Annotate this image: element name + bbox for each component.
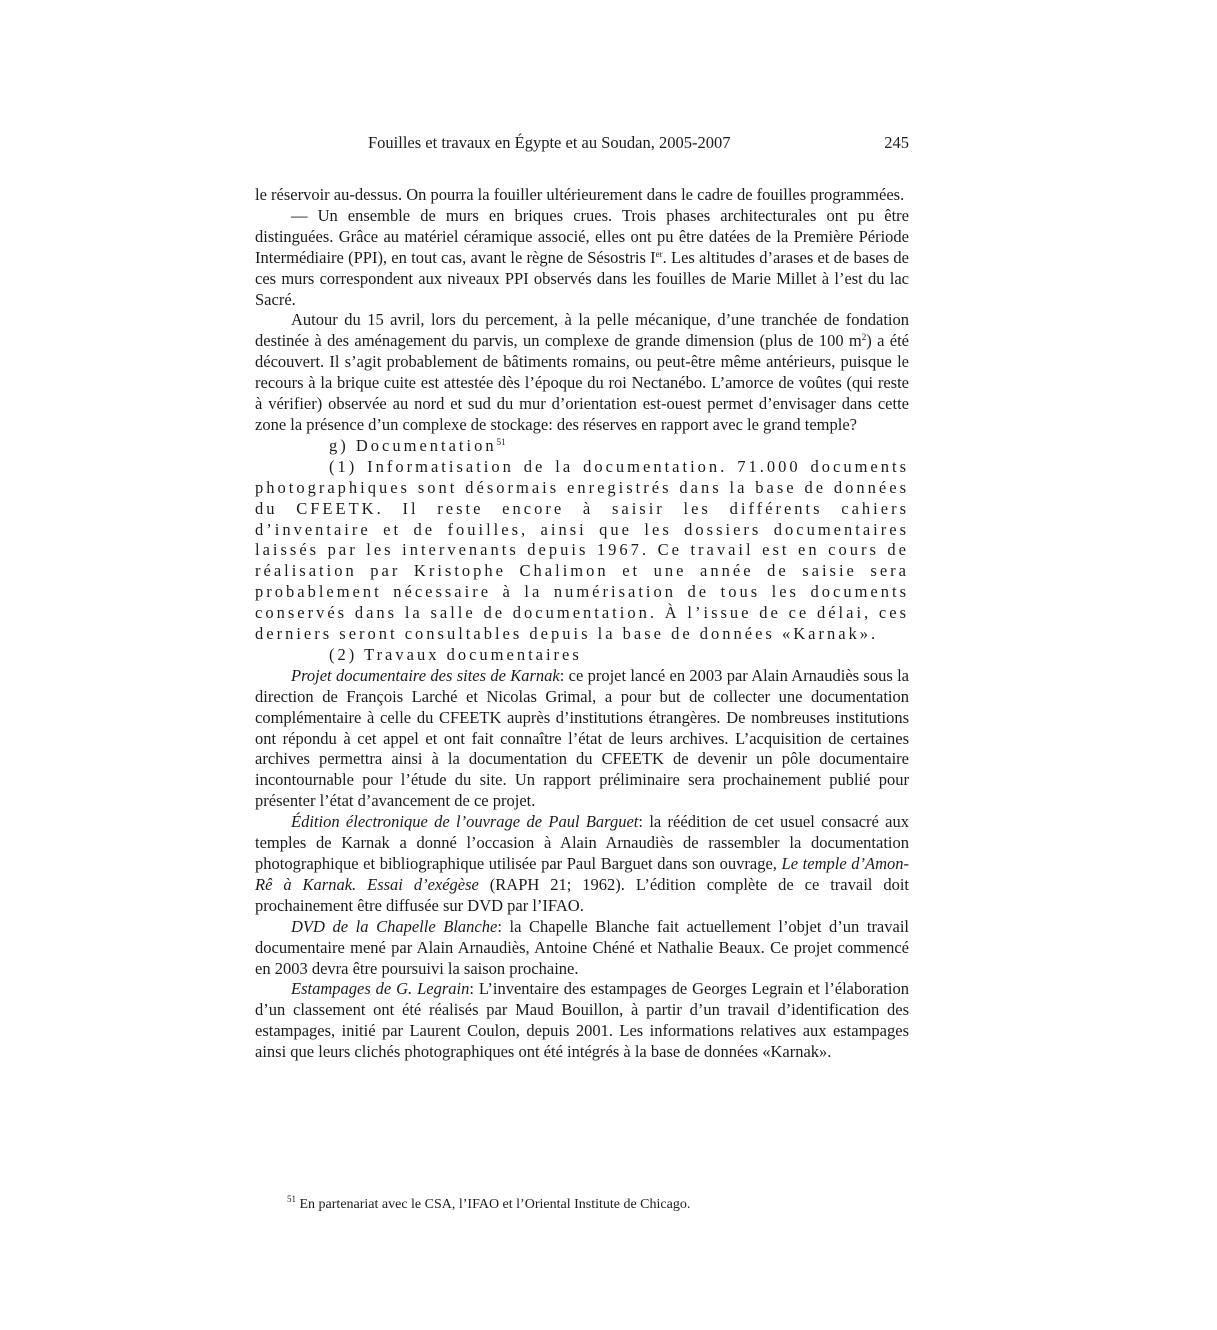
paragraph-estampages: Estampages de G. Legrain: L’inventaire des estampages de Georges Legrain et l’élaboration d’un classement ont été réalisés par Maud Bouillon, à partir d’un travail d’identification des estampages, initié par Laurent Coulon, depuis 2001. Les informations relatives aux estampages ainsi que leurs clichés photographiques ont été intégrés à la base de données «Karnak». [255, 979, 909, 1062]
superscript-er: er [655, 248, 663, 259]
paragraph-reservoir: le réservoir au-dessus. On pourra la fouiller ultérieurement dans le cadre de fouilles programmées. [255, 185, 905, 204]
superscript-m2: 2 [861, 332, 867, 343]
paragraph-edition-electronique: Édition électronique de l’ouvrage de Paul Barguet: la réédition de cet usuel consacré aux temples de Karnak a donné l’occasion à Alain Arnaudiès de rassembler la documentation photographique et bibliographique utilisée par Paul Barguet dans son ouvrage, Le temple d’Amon-Rê à Karnak. Essai d’exégèse (RAPH 21; 1962). L’édition complète de ce travail doit prochainement être diffusée sur DVD par l’IFAO. [255, 812, 909, 915]
footnote-text: En partenariat avec le CSA, l’IFAO et l’Oriental Institute de Chicago. [296, 1197, 691, 1212]
footnote [287, 1196, 887, 1214]
paragraph-avril: Autour du 15 avril, lors du percement, à la pelle mécanique, d’une tranchée de fondation destinée à des aménagement du parvis, un complexe de grande dimension (plus de 100 $m^2$) a été découvert. Il s’agit probablement de bâtiments romains, ou peut-être même antérieurs, puisque le recours à la brique cuite est attestée dès l’époque du roi Nectanébo. L’amorce de voûtes (qui reste à vérifier) observée au nord et sud du mur d’orientation est-ouest permet d’envisager dans cette zone la présence d’un complexe de stockage: des réserves en rapport avec le grand temple? [255, 310, 909, 434]
section-heading-documentation: g) Documentation$^{51}$ [329, 435, 506, 455]
paragraph-projet-documentaire: Projet documentaire des sites de Karnak: ce projet lancé en 2003 par Alain Arnaudiès sous la direction de François Larché et Nicolas Grimal, a pour but de collecter une documentation complémentaire à celle du CFEETK auprès d’institutions étrangères. De nombreuses institutions ont répondu à cet appel et ont fait connaître l’état de leurs archives. L’acquisition de certaines archives permettra ainsi à la documentation du CFEETK de devenir un pôle documentaire incontournable pour l’étude du site. Un rapport préliminaire sera prochainement publié pour présenter l’état d’avancement de ce projet. [255, 665, 909, 811]
paragraph-murs-briques: — Un ensemble de murs en briques crues. Trois phases architecturales ont pu être distinguées. Grâce au matériel céramique associé, elles ont pu être datées de la Première Période Intermédiaire (PPI), en tout cas, avant le règne de Sésostris Ier. Les altitudes d’arases et de bases de ces murs correspondent aux niveaux PPI observés dans les fouilles de Marie Millet à l’est du lac Sacré. [255, 205, 909, 309]
paragraph-informatisation: (1) Informatisation de la documentation. 71.000 documents photographiques sont désormais enregistrés dans la base de données du CFEETK. Il reste encore à saisir les différents cahiers d’inventaire et de fouilles, ainsi que les dossiers documentaires laissés par les intervenants depuis 1967. Ce travail est en cours de réalisation par Kristophe Chalimon et une année de saisie sera probablement nécessaire à la numérisation de tous les documents conservés dans la salle de documentation. À l’issue de ce délai, ces derniers seront consultables depuis la base de données «Karnak». [255, 456, 909, 644]
paragraph-chapelle-blanche: DVD de la Chapelle Blanche: la Chapelle Blanche fait actuellement l’objet d’un travail documentaire mené par Alain Arnaudiès, Antoine Chéné et Nathalie Beaux. Ce projet commencé en 2003 devra être poursuivi la saison prochaine. [255, 916, 909, 978]
subheading-informatisation: (1) Informatisation de la documentation. [329, 456, 728, 476]
body-text [255, 185, 909, 1063]
running-title: Fouilles et travaux en Égypte et au Soudan, 2005-2007 [368, 133, 731, 152]
subheading-travaux-documentaires: (2) Travaux documentaires [329, 644, 582, 664]
footnote-marker: 51 [287, 1194, 296, 1204]
footnote-ref-51: 51 [496, 436, 506, 447]
page-number: 245 [884, 133, 909, 152]
